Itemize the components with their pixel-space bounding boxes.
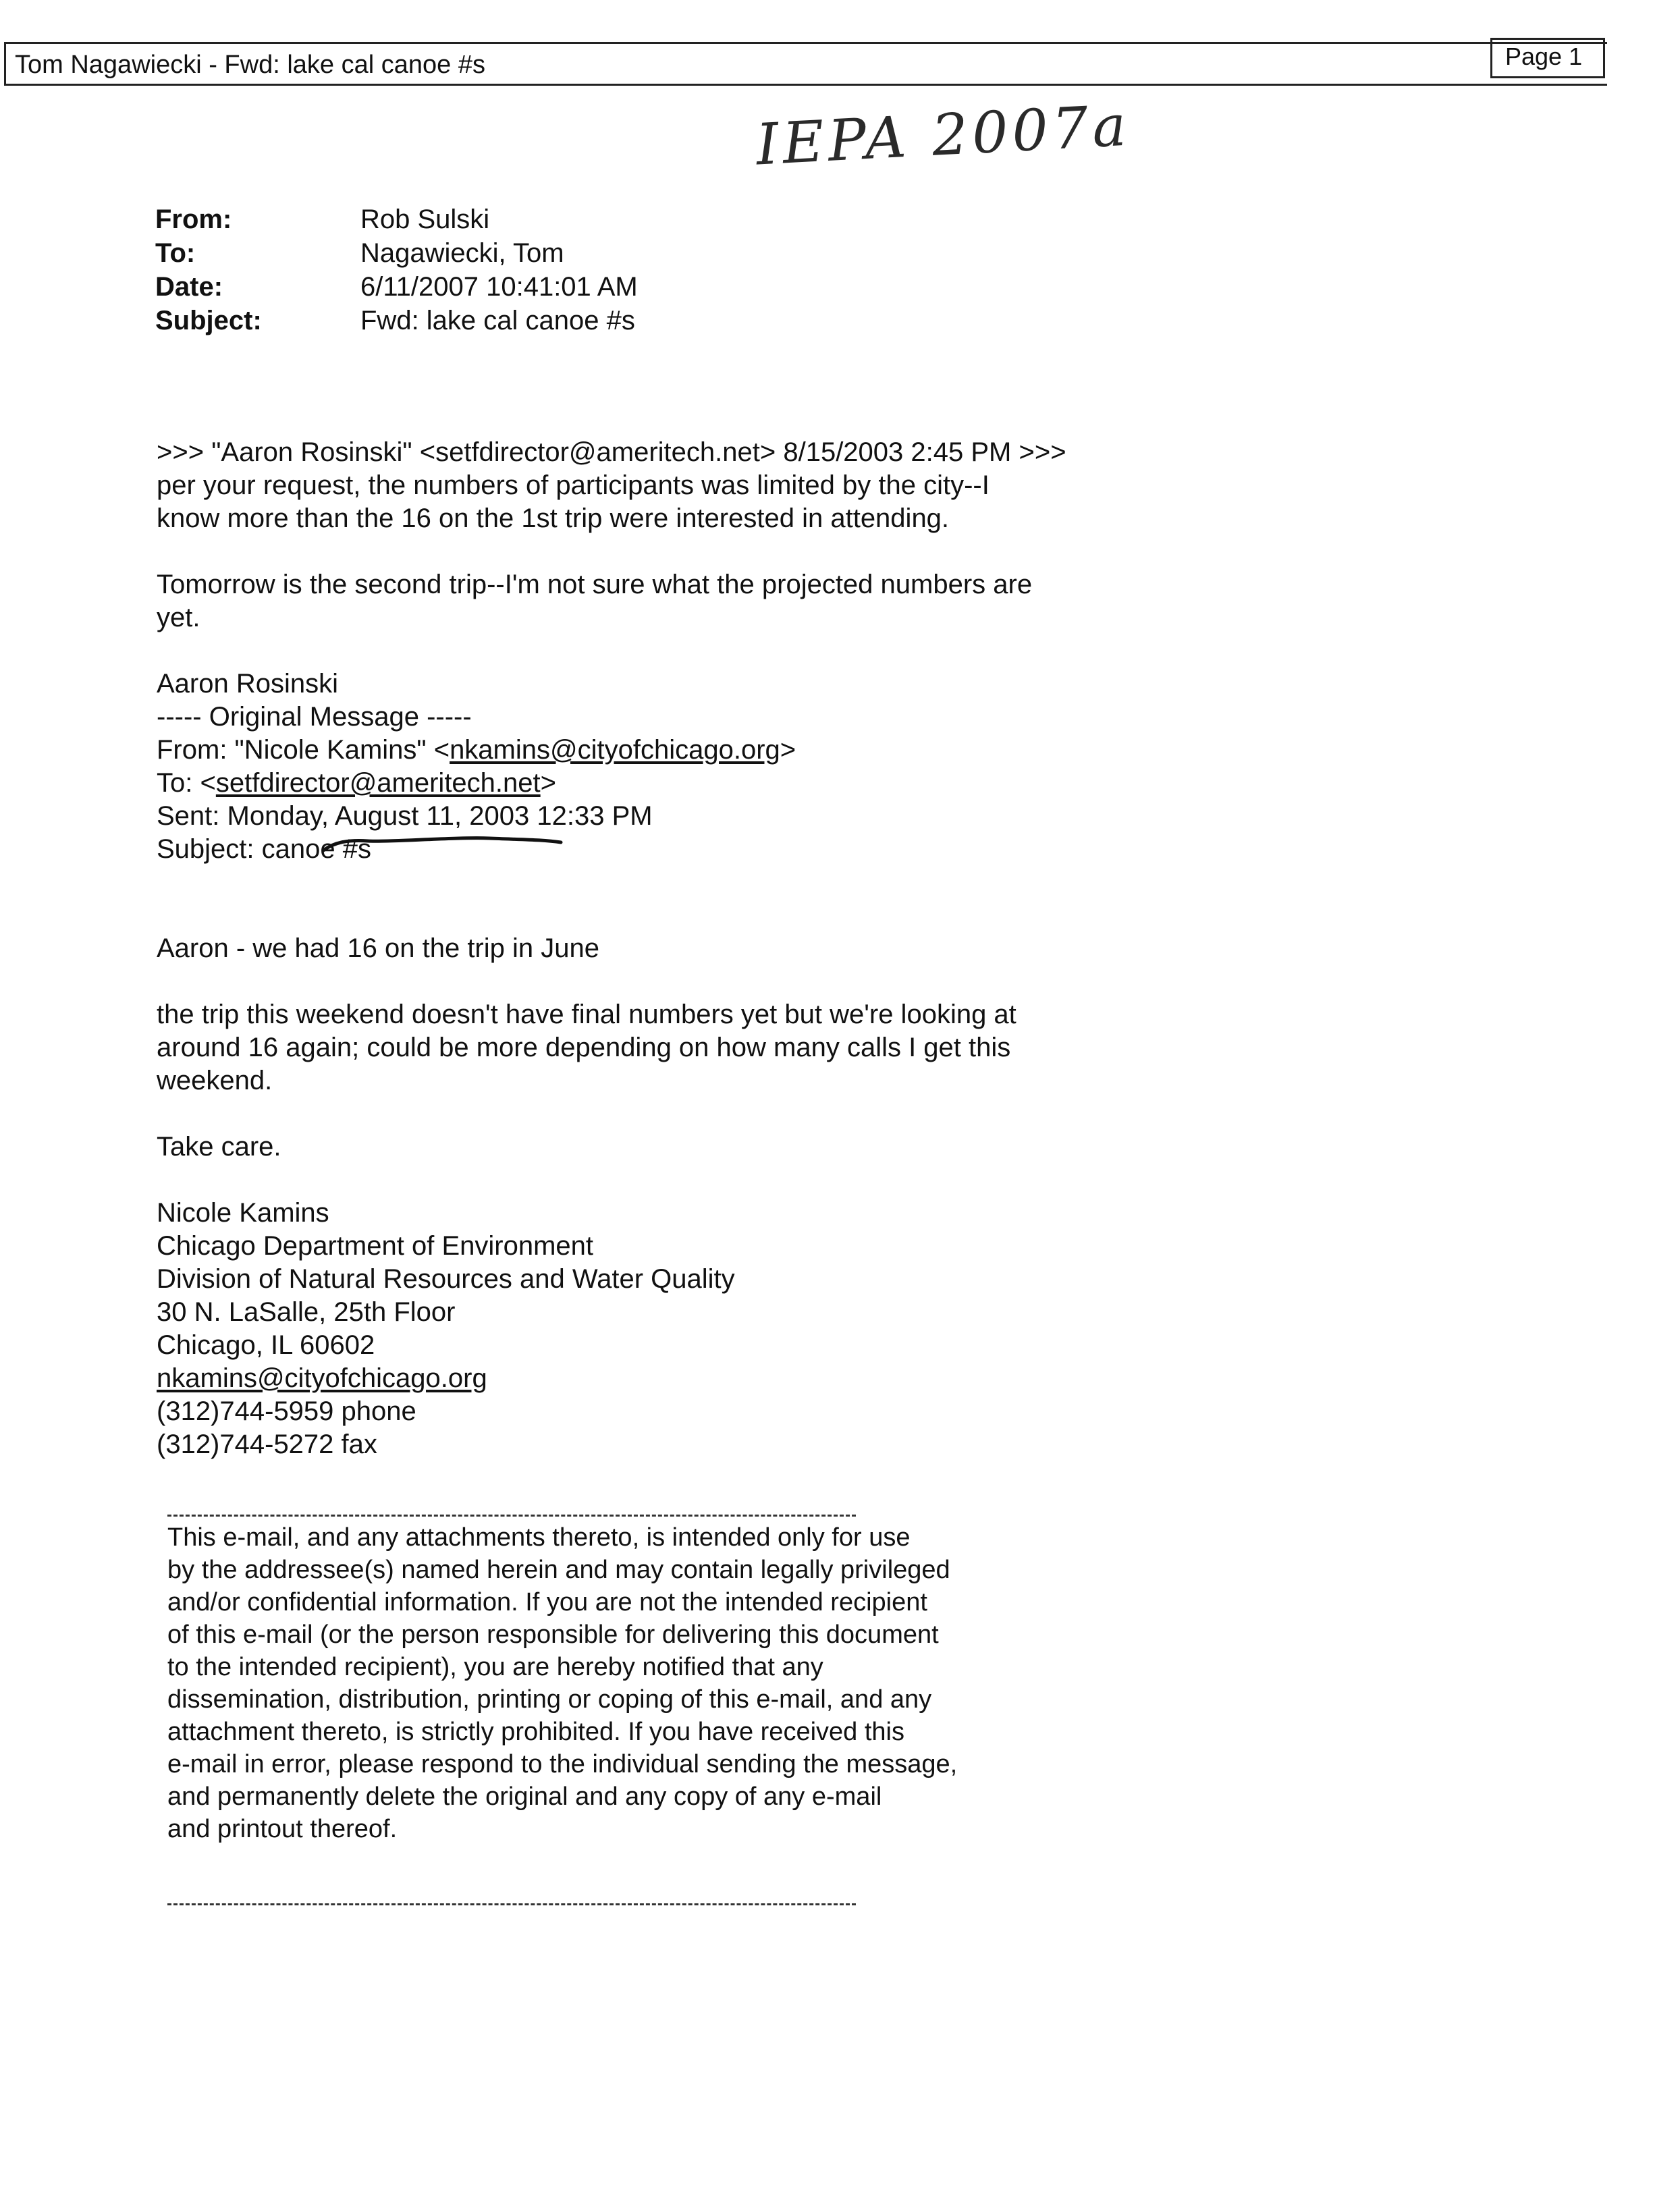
page-number: Page 1 <box>1505 43 1583 70</box>
signature-email <box>157 1362 1066 1395</box>
signature-phone: (312)744-5959 phone <box>157 1396 416 1426</box>
meta-label: Date: <box>155 272 223 302</box>
meta-row-date <box>155 270 638 304</box>
disclaimer-line: to the intended recipient), you are hereby notified that any <box>167 1653 823 1681</box>
disclaimer-divider-top <box>167 1515 856 1517</box>
email-body <box>157 436 1066 1461</box>
meta-label: From: <box>155 205 232 234</box>
body-line: per your request, the numbers of participants was limited by the city--I <box>157 470 990 500</box>
handwritten-underline <box>321 830 564 857</box>
email-link[interactable]: nkamins@cityofchicago.org <box>450 735 780 765</box>
original-message-divider: ----- Original Message ----- <box>157 702 472 732</box>
disclaimer-line: and printout thereof. <box>167 1815 398 1843</box>
disclaimer-line: by the addressee(s) named herein and may contain legally privileged <box>167 1556 950 1584</box>
disclaimer-line: e-mail in error, please respond to the individual sending the message, <box>167 1750 958 1778</box>
original-to: To: <setfdirector@ameritech.net> <box>157 768 557 798</box>
disclaimer-divider-bottom <box>167 1903 856 1905</box>
meta-label: To: <box>155 238 196 268</box>
meta-value: Nagawiecki, Tom <box>360 238 564 268</box>
email-metadata <box>155 202 638 337</box>
body-line: yet. <box>157 603 200 632</box>
meta-value: Fwd: lake cal canoe #s <box>360 306 635 335</box>
disclaimer-line: of this e-mail (or the person responsible for delivering this document <box>167 1621 939 1649</box>
signature-address: 30 N. LaSalle, 25th Floor <box>157 1297 456 1327</box>
header-rule-top <box>4 42 1607 44</box>
signature-division: Division of Natural Resources and Water Quality <box>157 1264 735 1294</box>
signature-fax: (312)744-5272 fax <box>157 1430 377 1459</box>
signature-address: Chicago, IL 60602 <box>157 1330 375 1360</box>
disclaimer-line: and/or confidential information. If you are not the intended recipient <box>167 1588 927 1616</box>
meta-row-subject <box>155 304 638 337</box>
body-line: Tomorrow is the second trip--I'm not sure what the projected numbers are <box>157 570 1033 599</box>
disclaimer <box>167 1521 957 1845</box>
original-sent: Sent: Monday, August 11, 2003 12:33 PM <box>157 801 653 831</box>
meta-value: Rob Sulski <box>360 205 490 234</box>
message-line: weekend. <box>157 1066 273 1095</box>
meta-label: Subject: <box>155 306 262 335</box>
meta-value: 6/11/2007 10:41:01 AM <box>360 272 638 302</box>
forward-header: >>> "Aaron Rosinski" <setfdirector@ameritech.net> 8/15/2003 2:45 PM >>> <box>157 437 1066 467</box>
disclaimer-line: This e-mail, and any attachments thereto, is intended only for use <box>167 1523 911 1552</box>
signature-dept: Chicago Department of Environment <box>157 1231 593 1261</box>
original-from: From: "Nicole Kamins" <nkamins@cityofchicago.org> <box>157 735 796 765</box>
header-rule-left <box>4 43 6 84</box>
meta-row-from <box>155 202 638 236</box>
email-link[interactable]: nkamins@cityofchicago.org <box>157 1363 487 1393</box>
header-rule-bottom <box>4 84 1607 86</box>
email-link[interactable]: setfdirector@ameritech.net <box>215 768 541 798</box>
original-subject: Subject: canoe #s <box>157 834 371 864</box>
message-line: the trip this weekend doesn't have final numbers yet but we're looking at <box>157 1000 1017 1029</box>
handwritten-annotation: IEPA 2007a <box>754 92 1132 178</box>
disclaimer-line: dissemination, distribution, printing or coping of this e-mail, and any <box>167 1685 932 1714</box>
message-line: around 16 again; could be more depending on how many calls I get this <box>157 1033 1011 1062</box>
forward-signer: Aaron Rosinski <box>157 669 339 699</box>
signature-name: Nicole Kamins <box>157 1198 329 1228</box>
disclaimer-line: and permanently delete the original and any copy of any e-mail <box>167 1783 882 1811</box>
message-line: Aaron - we had 16 on the trip in June <box>157 933 599 963</box>
message-closing: Take care. <box>157 1132 281 1162</box>
document-title: Tom Nagawiecki - Fwd: lake cal canoe #s <box>15 51 485 79</box>
body-line: know more than the 16 on the 1st trip were interested in attending. <box>157 504 950 533</box>
meta-row-to <box>155 236 638 270</box>
disclaimer-line: attachment thereto, is strictly prohibited. If you have received this <box>167 1718 904 1746</box>
